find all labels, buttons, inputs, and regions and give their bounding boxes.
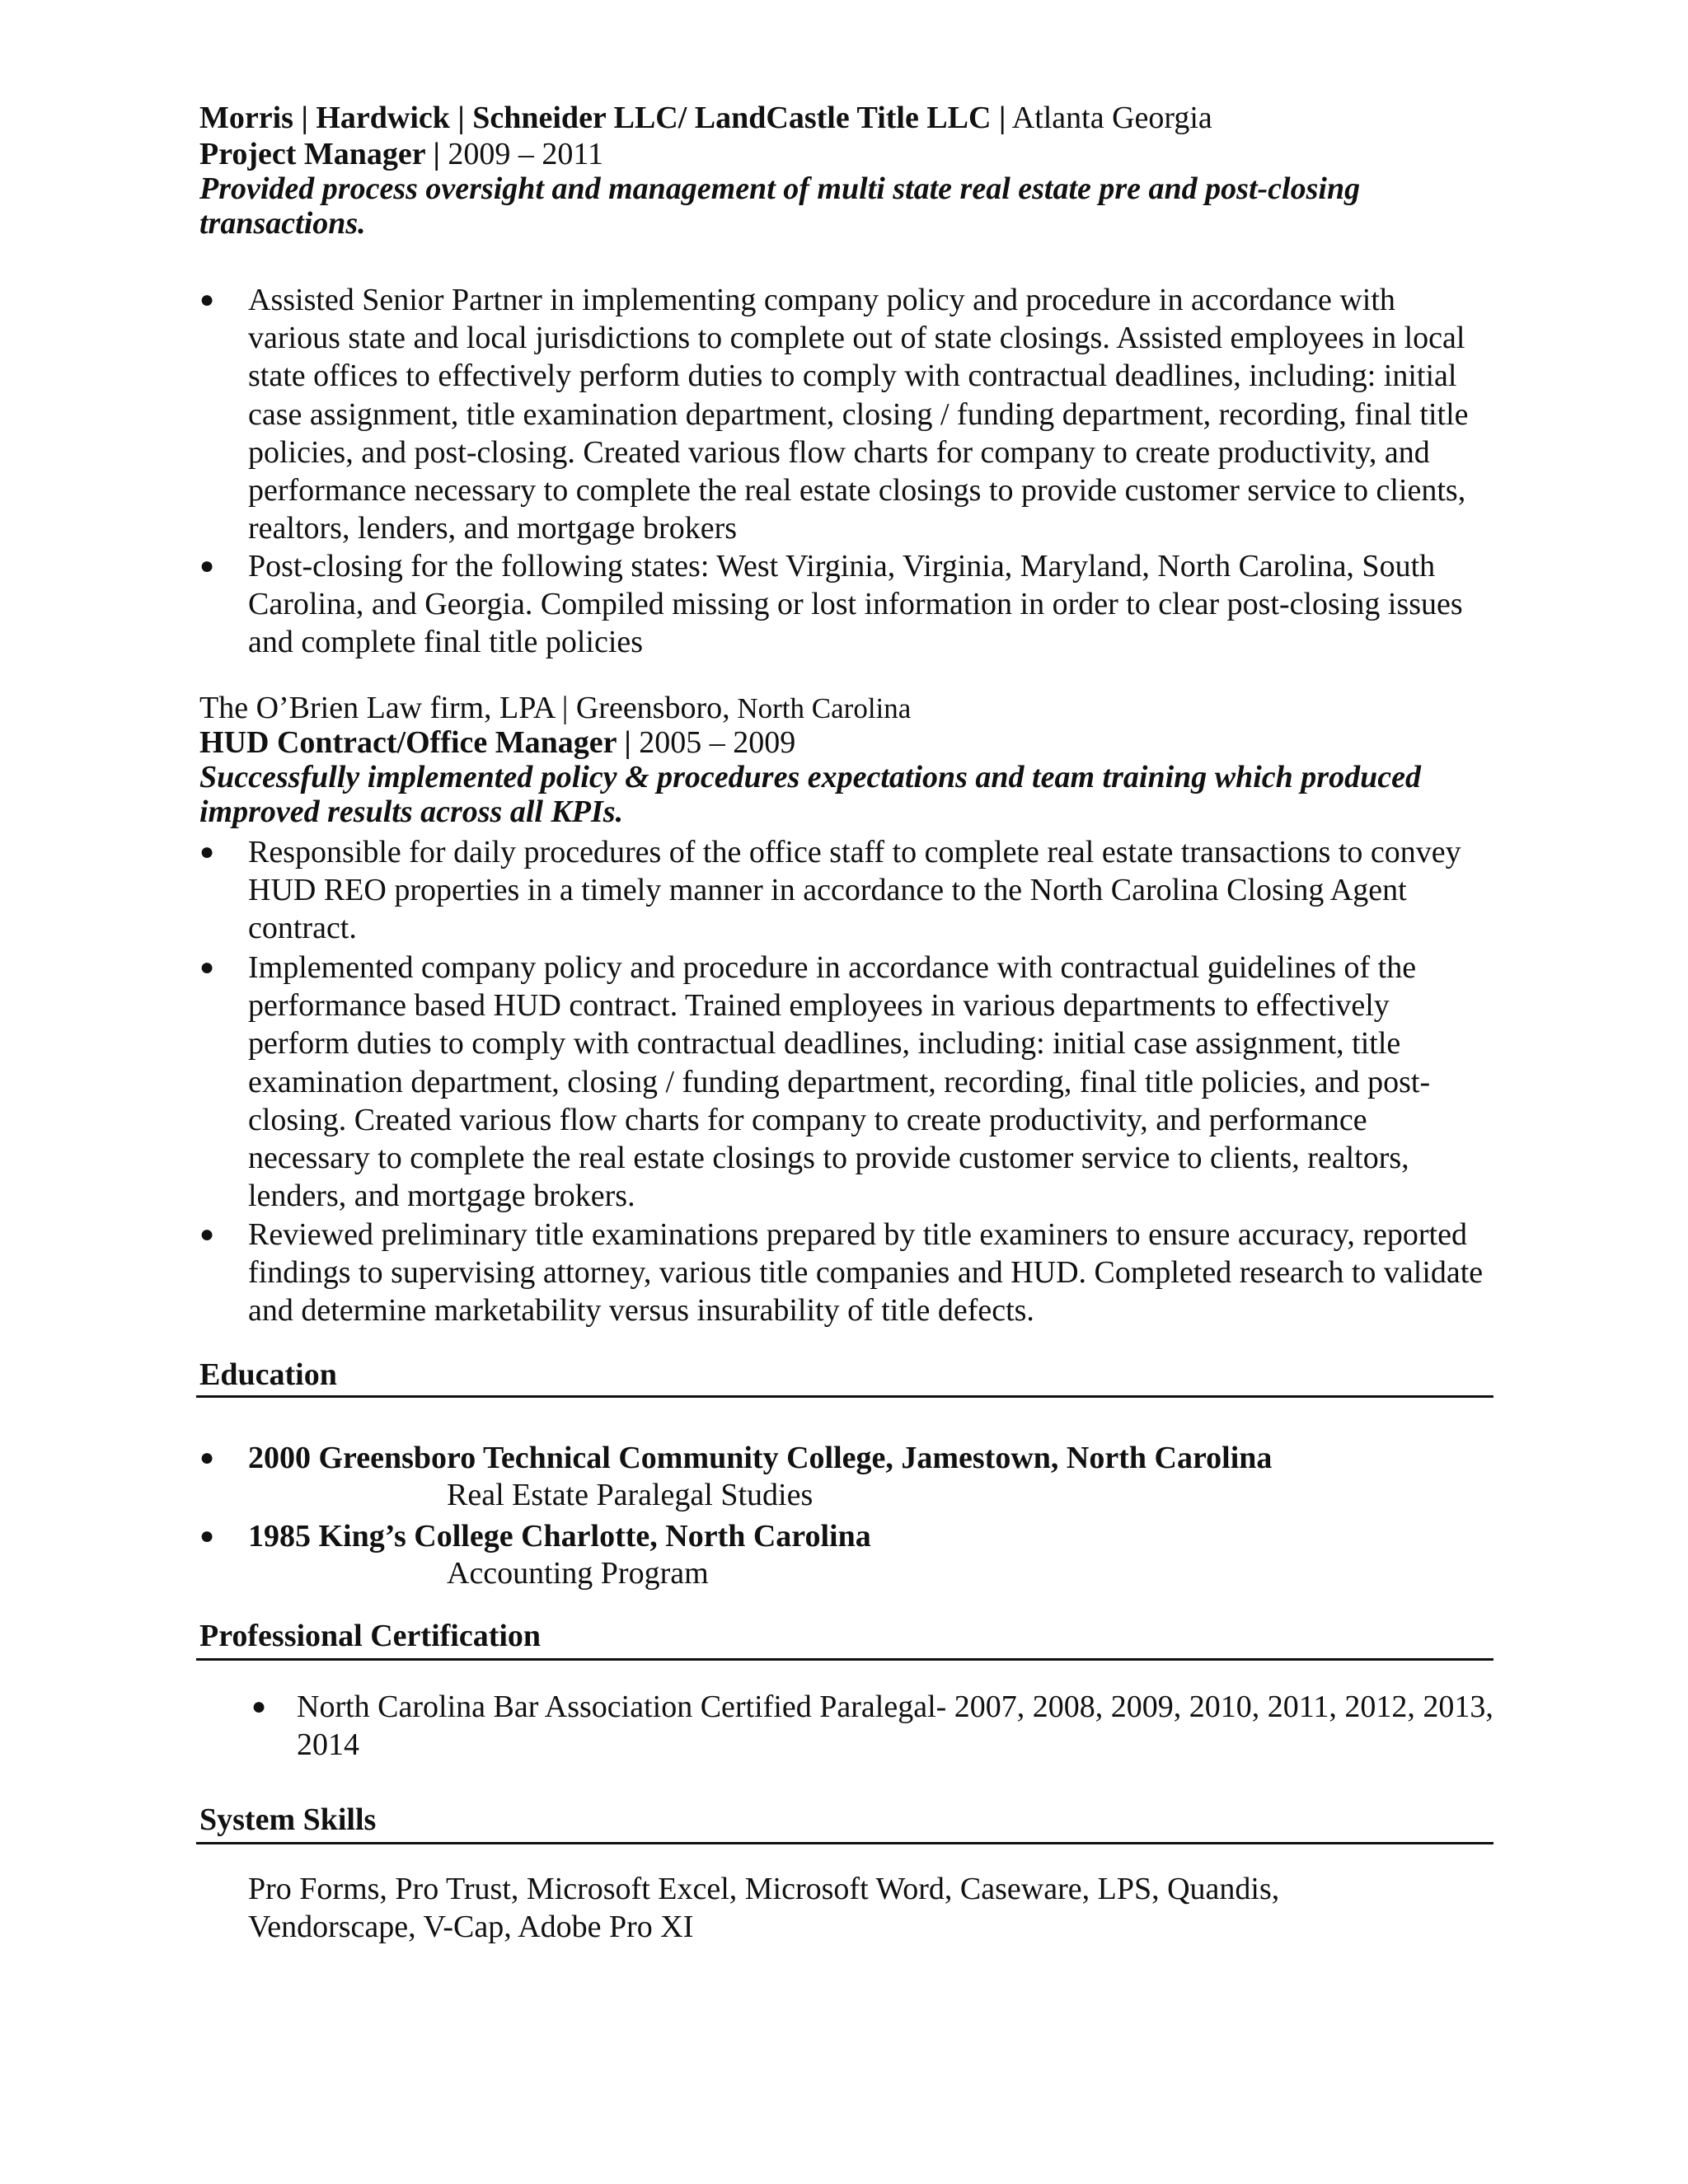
job1-title-line <box>199 135 603 173</box>
section-divider <box>196 1395 1493 1398</box>
bullet-icon: ● <box>199 954 215 981</box>
education-school-1: 2000 Greensboro Technical Community College, Jamestown, North Carolina <box>248 1441 1273 1475</box>
section-divider <box>196 1842 1493 1844</box>
job1-location: Atlanta Georgia <box>1006 101 1212 135</box>
education-program-2: Accounting Program <box>447 1556 709 1591</box>
bullet-icon: ● <box>199 1444 215 1471</box>
job1-summary-line2: transactions. <box>199 206 366 241</box>
job2-company: The O’Brien Law firm, LPA | Greensboro, <box>199 691 730 725</box>
skills-heading: System Skills <box>199 1802 377 1837</box>
job2-bullet-1: Responsible for daily procedures of the office staff to complete real estate transactions to convey HUD REO properties in a timely manner in accordance to the North Carolina Closing Agent contract. <box>248 835 1461 946</box>
job1-header <box>199 99 1212 137</box>
bullet-icon: ● <box>251 1693 267 1720</box>
job2-title: HUD Contract/Office Manager | <box>199 725 631 760</box>
skills-text: Pro Forms, Pro Trust, Microsoft Excel, Microsoft Word, Caseware, LPS, Quandis, Vendorscape, V-Cap, Adobe Pro XI <box>248 1872 1280 1945</box>
job1-summary-line1: Provided process oversight and management of multi state real estate pre and post-closing <box>199 171 1361 206</box>
certification-heading: Professional Certification <box>199 1619 542 1653</box>
job2-bullet-3: Reviewed preliminary title examinations prepared by title examiners to ensure accuracy, reported findings to supervising attorney, various title companies and HUD. Completed research to validate and determine marketability versus insurability of title defects. <box>248 1217 1484 1329</box>
job1-bullet-2: Post-closing for the following states: West Virginia, Virginia, Maryland, North Carolina, South Carolina, and Georgia. Compiled missing or lost information in order to clear post-closing issues and complete final title policies <box>248 549 1463 660</box>
job2-dates: 2005 – 2009 <box>631 725 796 760</box>
section-divider <box>196 1658 1493 1661</box>
bullet-icon: ● <box>199 1221 215 1248</box>
bullet-icon: ● <box>199 286 215 313</box>
job1-company: Morris | Hardwick | Schneider LLC/ LandCastle Title LLC | <box>199 101 1006 135</box>
education-school-2: 1985 King’s College Charlotte, North Carolina <box>248 1519 871 1554</box>
job2-bullet-2: Implemented company policy and procedure in accordance with contractual guidelines of the performance based HUD contract. Trained employees in various departments to effectively perform duties to comply with contractual deadlines, including: initial case assignment, title examination department, closing / funding department, recording, final title policies, and post-closing. Created various flow charts for company to create productivity, and performance necessary to complete the real estate closings to provide customer service to clients, realtors, lenders, and mortgage brokers. <box>248 950 1431 1214</box>
job2-title-line <box>199 724 795 762</box>
job2-header <box>199 689 911 728</box>
job1-dates: 2009 – 2011 <box>439 137 603 171</box>
bullet-icon: ● <box>199 552 215 579</box>
education-heading: Education <box>199 1357 337 1392</box>
job2-summary-line1: Successfully implemented policy & procedures expectations and team training which produced <box>199 760 1421 794</box>
bullet-icon: ● <box>199 1522 215 1549</box>
job1-title: Project Manager | <box>199 137 440 171</box>
job2-location: North Carolina <box>729 692 912 724</box>
certification-item: North Carolina Bar Association Certified Paralegal- 2007, 2008, 2009, 2010, 2011, 2012, 2013, 2014 <box>297 1690 1493 1763</box>
bullet-icon: ● <box>199 838 215 865</box>
education-program-1: Real Estate Paralegal Studies <box>447 1478 814 1512</box>
job1-bullet-1: Assisted Senior Partner in implementing company policy and procedure in accordance with various state and local jurisdictions to complete out of state closings. Assisted employees in local state offices to effectively perform duties to comply with contractual deadlines, including: initial case assignment, title examination department, closing / funding department, recording, final title policies, and post-closing. Created various flow charts for company to create productivity, and performance necessary to complete the real estate closings to provide customer service to clients, realtors, lenders, and mortgage brokers <box>248 283 1469 546</box>
job2-summary-line2: improved results across all KPIs. <box>199 794 624 829</box>
